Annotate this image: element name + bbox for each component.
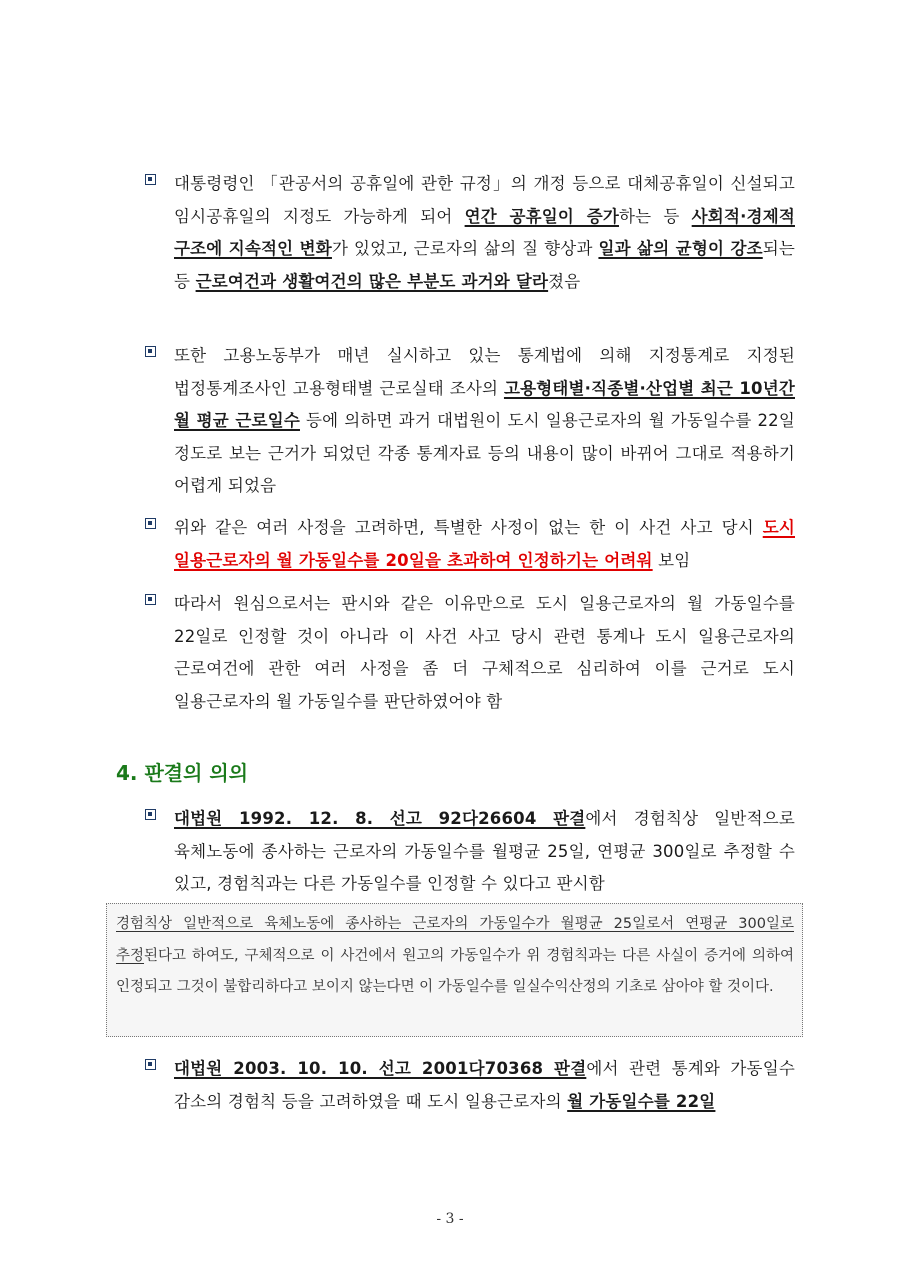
text-run: 대통령령인 「관공서의 공휴일에 관한 규정」의 개정 등으로 대체공휴일이 신설되고 임시공휴일의 지정도 가능하게 되어 xyxy=(174,174,795,226)
square-bullet-icon xyxy=(145,1059,156,1070)
page-number: - 3 - xyxy=(436,1211,464,1227)
square-bullet-icon xyxy=(145,346,156,357)
emphasized-text: 도시 일용근로자의 월 가동일수를 20일을 초과하여 인정하기는 어려워 xyxy=(174,518,795,570)
emphasized-text: 대법원 1992. 12. 8. 선고 92다26604 판결 xyxy=(174,809,586,828)
text-run: 에서 경험칙상 일반적으로 육체노동에 종사하는 근로자의 가동일수를 월평균 25일, 연평균 300일로 추정할 수 있고, 경험칙과는 다른 가동일수를 인정할 수 있다고 판시함 xyxy=(174,809,795,893)
square-bullet-icon xyxy=(145,174,156,185)
emphasized-text: 사회적·경제적 구조에 지속적인 변화 xyxy=(174,206,795,258)
quoted-excerpt-box xyxy=(106,903,803,1037)
text-run: 따라서 원심으로서는 판시와 같은 이유만으로 도시 일용근로자의 월 가동일수를 22일로 인정할 것이 아니라 이 사건 사고 당시 관련 통계나 도시 일용근로자의 근로여건에 관한 여러 사정을 좀 더 구체적으로 심리하여 이를 근거로 도시 일용근로자의 월 가동일수를 판단하였어야 함 xyxy=(174,594,795,711)
text-run: 가 있었고, 근로자의 삶의 질 향상과 xyxy=(331,239,599,258)
square-bullet-icon xyxy=(145,594,156,605)
text-run: 졌음 xyxy=(548,271,581,291)
text-run: 또한 고용노동부가 매년 실시하고 있는 통계법에 의해 지정통계로 지정된 법정통계조사인 고용형태별 근로실태 조사의 xyxy=(174,346,795,398)
bullet-paragraph xyxy=(145,340,795,503)
emphasized-text: 경험칙상 일반적으로 육체노동에 종사하는 근로자의 가동일수가 월평균 25일로서 연평균 300일로 추정 xyxy=(116,916,794,964)
bullet-text xyxy=(174,1053,795,1118)
text-run: 위와 같은 여러 사정을 고려하면, 특별한 사정이 없는 한 이 사건 사고 당시 xyxy=(174,518,763,537)
text-run: 등에 의하면 과거 대법원이 도시 일용근로자의 월 가동일수를 22일 정도로 보는 근거가 되었던 각종 통계자료 등의 내용이 많이 바뀌어 그대로 적용하기 어렵게 되었음 xyxy=(174,411,795,495)
bullet-text xyxy=(174,512,795,577)
bullet-paragraph xyxy=(145,512,795,577)
bullet-text xyxy=(174,168,795,298)
text-run: 에서 관련 통계와 가동일수 감소의 경험칙 등을 고려하였을 때 도시 일용근로자의 xyxy=(174,1059,795,1111)
section-heading: 4. 판결의 의의 xyxy=(116,761,249,785)
emphasized-text: 월 가동일수를 22일 xyxy=(567,1091,716,1111)
bullet-paragraph xyxy=(145,803,795,901)
square-bullet-icon xyxy=(145,518,156,529)
bullet-text xyxy=(174,588,795,718)
bullet-paragraph xyxy=(145,588,795,718)
emphasized-text: 고용형태별·직종별·산업별 최근 10년간 월 평균 근로일수 xyxy=(174,378,795,430)
bullet-text xyxy=(174,803,795,901)
emphasized-text: 근로여건과 생활여건의 많은 부분도 과거와 달라 xyxy=(195,271,549,291)
square-bullet-icon xyxy=(145,809,156,820)
text-run: 보임 xyxy=(652,550,691,570)
bullet-paragraph xyxy=(145,1053,795,1118)
emphasized-text: 대법원 2003. 10. 10. 선고 2001다70368 판결 xyxy=(174,1059,587,1078)
text-run: 하는 등 xyxy=(618,206,692,226)
bullet-text xyxy=(174,340,795,503)
bullet-paragraph xyxy=(145,168,795,298)
text-run: 된다고 하여도, 구체적으로 이 사건에서 원고의 가동일수가 위 경험칙과는 다른 사실이 증거에 의하여 인정되고 그것이 불합리하다고 보이지 않는다면 이 가동일수를 일실수익산정의 기초로 삼아야 할 것이다. xyxy=(116,947,794,995)
emphasized-text: 일과 삶의 균형이 강조 xyxy=(598,239,763,258)
text-run: 되는 등 xyxy=(174,239,796,291)
emphasized-text: 연간 공휴일이 증가 xyxy=(464,206,619,226)
